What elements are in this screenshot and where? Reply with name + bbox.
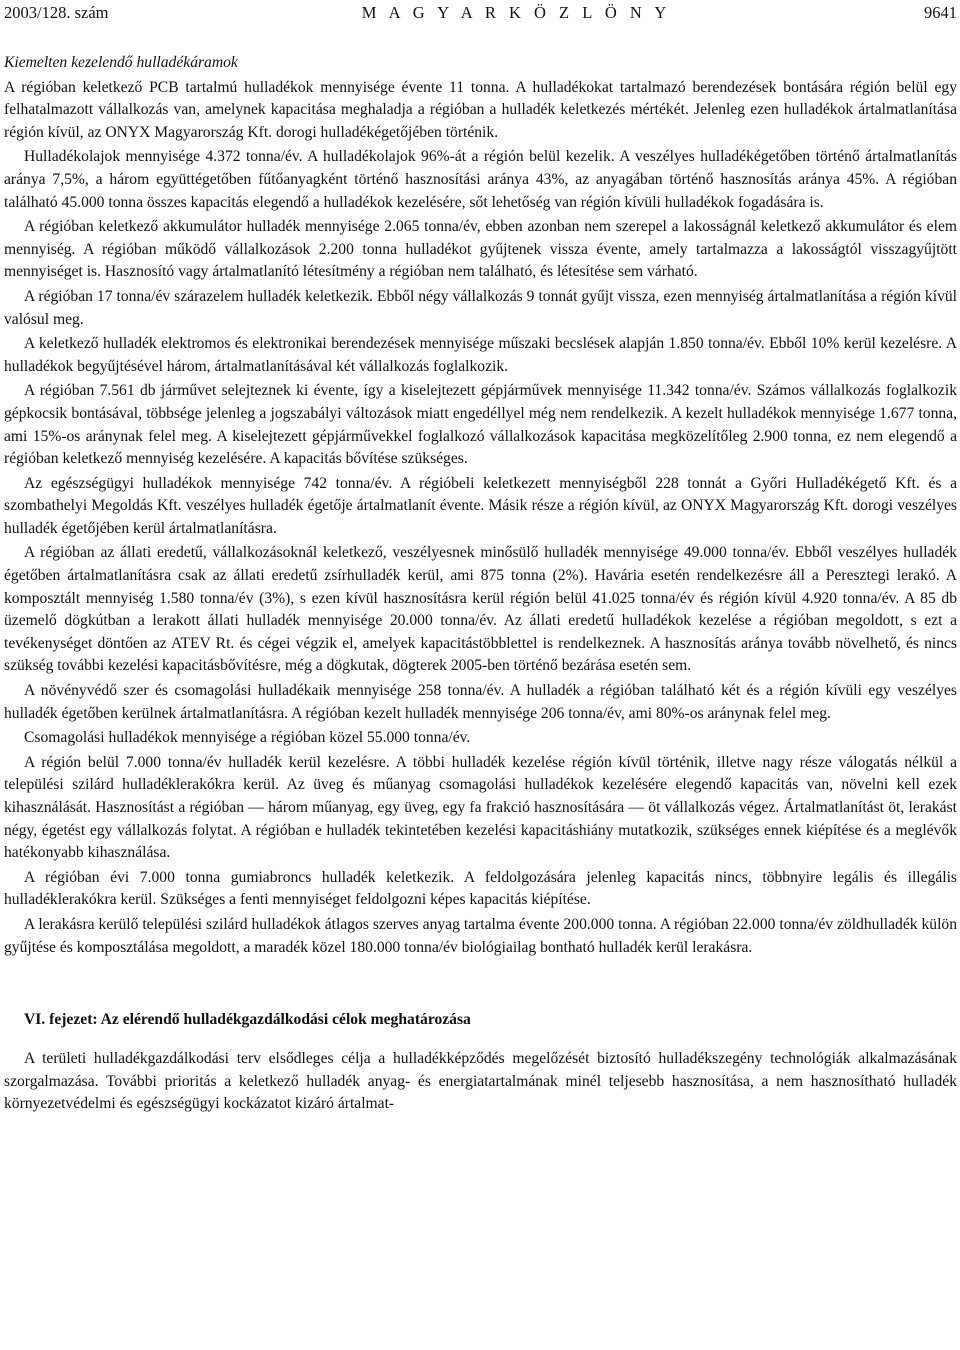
issue-number: 2003/128. szám xyxy=(4,3,109,22)
paragraph: A régióban 17 tonna/év szárazelem hulladék keletkezik. Ebből négy vállalkozás 9 tonnát gyűjt vissza, ezen mennyiség ártalmatlanítása a régión kívül valósul meg. xyxy=(4,287,957,328)
paragraph: A régióban keletkező akkumulátor hulladék mennyisége 2.065 tonna/év, ebben azonban nem szerepel a lakosságnál keletkező akkumulátor és elem mennyiség. A régióban működő vállalkozások 2.200 tonna hulladékot gyűjtenek vissza évente, amely tartalmazza a lakosságtól visszagyűjtött mennyiséget is. Hasznosító vagy ártalmatlanító létesítmény a régióban nem található, és létesítése sem várható. xyxy=(4,218,957,281)
section-subheading: Kiemelten kezelendő hulladékáramok xyxy=(4,54,238,71)
paragraph: Csomagolási hulladékok mennyisége a régióban közel 55.000 tonna/év. xyxy=(24,729,471,747)
paragraph: A keletkező hulladék elektromos és elektronikai berendezések mennyisége műszaki becslések alapján 1.850 tonna/év. Ebből 10% kerül kezelésre. A hulladékok begyűjtésével három, ártalmatlanításával két vállalkozás foglalkozik. xyxy=(4,335,957,375)
paragraph: Hulladékolajok mennyisége 4.372 tonna/év. A hulladékolajok 96%-át a régión belül kezelik. A veszélyes hulladékégetőben történő ártalmatlanítás aránya 7,5%, a három együttégetőben fűtőanyagként történő hasznosítási aránya 43%, az anyagában történő hasznosítás aránya 45%. A régióban található 45.000 tonna összes kapacitás elegendő a hulladékok kezelésére, sőt lehetőség van régión kívüli hulladékok fogadására is. xyxy=(4,148,957,211)
document-page xyxy=(4,0,957,1116)
paragraph: Az egészségügyi hulladékok mennyisége 742 tonna/év. A régióbeli keletkezett mennyiségből 228 tonnát a Győri Hulladékégető Kft. és a szombathelyi Megoldás Kft. veszélyes hulladék égetője ártalmatlanít évente. Másik része a régión kívül, az ONYX Magyarország Kft. dorogi veszélyes hulladék égetőjében kerül ártalmatlanításra. xyxy=(4,474,957,537)
chapter-title: VI. fejezet: Az elérendő hulladékgazdálkodási célok meghatározása xyxy=(24,1011,471,1029)
paragraph: A területi hulladékgazdálkodási terv elsődleges célja a hulladékképződés megelőzését biztosító hulladékszegény technológiák alkalmazásának szorgalmazása. További prioritás a keletkező hulladék anyag- és energiatartalmának minél teljesebb hasznosítása, a nem hasznosítható hulladék környezetvédelmi és egészségügyi kockázatot kizáró ártalmat- xyxy=(4,1050,957,1113)
paragraph: A lerakásra kerülő települési szilárd hulladékok átlagos szerves anyag tartalma évente 200.000 tonna. A régióban 22.000 tonna/év zöldhulladék külön gyűjtése és komposztálása megoldott, a maradék közel 180.000 tonna/év biológiailag bontható hulladék kerül lerakásra. xyxy=(4,915,957,956)
paragraph: A növényvédő szer és csomagolási hulladékaik mennyisége 258 tonna/év. A hulladék a régióban található két és a régión kívüli egy veszélyes hulladék égetőben kerülnek ártalmatlanításra. A régióban kezelt hulladék mennyisége 206 tonna/év, ami 80%-os aránynak felel meg. xyxy=(4,682,957,722)
page-number: 9641 xyxy=(924,3,957,22)
body-text xyxy=(4,52,957,959)
paragraph: A régióban évi 7.000 tonna gumiabroncs hulladék keletkezik. A feldolgozására jelenleg kapacitás nincs, többnyire legális és illegális hulladéklerakókra kerül. Szükséges a fenti mennyiséget feldolgozni képes kapacitás kiépítése. xyxy=(4,868,957,909)
paragraph: A régióban az állati eredetű, vállalkozásoknál keletkező, veszélyesnek minősülő hulladék mennyisége 49.000 tonna/év. Ebből veszélyes hulladék égetőben ártalmatlanításra csak az állati eredetű zsírhulladék kerül, ami 875 tonna (2%). Havária esetén rendelkezésre áll a Peresztegi lerakó. A komposztált mennyiség 1.580 tonna/év (3%), s ezen kívül hasznosításra kerül régión belül 41.025 tonna/év és régión kívül 4.920 tonna/év. A 85 db üzemelő dögkútban a lerakott állati hulladék mennyisége 20.000 tonna/év. Az állati eredetű hulladékok kezelése a régióban megoldott, s ezt a tevékenységet döntően az ATEV Rt. és cégei végzik el, amelyek kapacitástöbblettel is rendelkeznek. A hasznosítás aránya tovább növelhető, és nincs szükség további kezelési kapacitásbővítésre, még a dögkutak, dögterek 2005-ben történő bezárása esetén sem. xyxy=(4,544,957,675)
paragraph: A régióban 7.561 db járművet selejteznek ki évente, így a kiselejtezett gépjárművek mennyisége 11.342 tonna/év. Számos vállalkozás foglalkozik gépkocsik bontásával, többsége jelenleg a jogszabályi változások miatt engedéllyel még nem rendelkezik. A kezelt hulladékok mennyisége 1.677 tonna, ami 15%-os aránynak felel meg. A kiselejtezett gépjárművekkel foglalkozó vállalkozások kapacitása megközelítőleg 2.900 tonna, ez nem elegendő a régióban keletkező mennyiség kezelésére. A kapacitás bővítése szükséges. xyxy=(4,382,957,468)
page-header xyxy=(4,0,957,33)
paragraph: A régióban keletkező PCB tartalmú hulladékok mennyisége évente 11 tonna. A hulladékokat tartalmazó berendezések bontására régión belül egy felhatalmazott vállalkozás van, amelynek kapacitása meghaladja a régióban a hulladék keletkezés mértékét. Jelenleg ezen hulladékok ártalmatlanítása régión kívül, az ONYX Magyarország Kft. dorogi hulladékégetőjében történik. xyxy=(4,78,957,141)
chapter-body xyxy=(4,1048,957,1116)
journal-title: M A G Y A R K Ö Z L Ö N Y xyxy=(361,3,671,22)
paragraph: A régión belül 7.000 tonna/év hulladék kerül kezelésre. A többi hulladék kezelése régión kívül történik, illetve nagy része válogatás nélkül a települési szilárd hulladéklerakókra kerül. Az üveg és műanyag csomagolási hulladékok kezelésére elegendő kapacitás van, növelni kell ezek kihasználását. Hasznosítást a régióban — három műanyag, egy üveg, egy fa frakció hasznosítására — öt vállalkozás végez. Ártalmatlanítást öt, lerakást négy, égetést egy vállalkozás folytat. A régióban e hulladék tekintetében kezelési kapacitáshiány mutatkozik, szükséges ennek kiépítése és a meglévők hatékonyabb kihasználása. xyxy=(4,753,957,862)
